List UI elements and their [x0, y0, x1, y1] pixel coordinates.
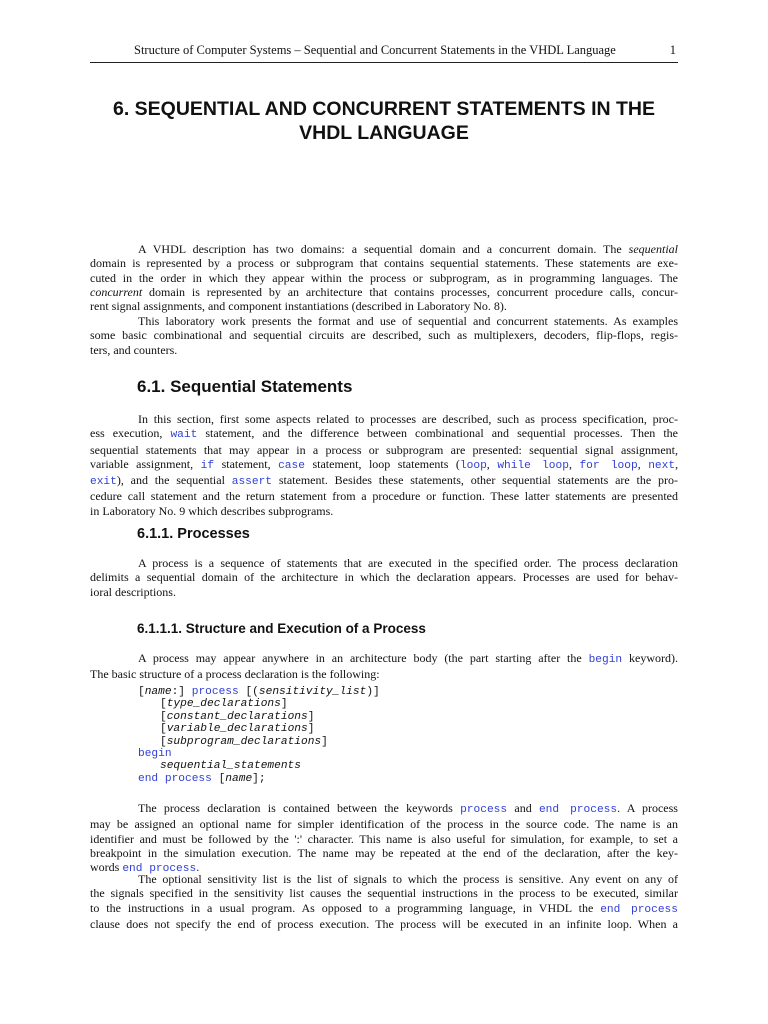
- keyword: end process: [538, 804, 618, 816]
- keyword: next: [648, 459, 676, 472]
- text-line: identifier and must be followed by the ':' character. This name is also useful for simulation, for example, to set a: [90, 831, 678, 846]
- text-line: In this section, first some aspects related to processes are described, such as process specification, proc-: [138, 412, 678, 426]
- keyword: loop: [459, 459, 487, 472]
- code-text: ]: [307, 723, 315, 736]
- code-placeholder: name: [144, 686, 172, 698]
- code-text: ];: [252, 772, 266, 785]
- code-line: [138, 760, 301, 772]
- text: ,: [568, 456, 580, 471]
- text: ,: [486, 456, 498, 471]
- text: keyword).: [622, 651, 679, 665]
- keyword: if: [200, 459, 215, 472]
- code-text: [(: [238, 686, 259, 698]
- page-number: 1: [669, 43, 676, 57]
- text-line: This laboratory work presents the format and use of sequential and concurrent statements. As examples: [138, 314, 678, 328]
- section-6-1-paragraph: [90, 412, 678, 518]
- process-declaration-paragraph: [90, 801, 678, 876]
- keyword: wait: [170, 429, 198, 442]
- keyword: process: [460, 804, 508, 816]
- text-line: ters, and counters.: [90, 342, 178, 357]
- text: statement. Besides these statements, other sequential statements are the pro-: [272, 473, 678, 488]
- emphasis: sequential: [628, 242, 678, 256]
- chapter-title: [90, 97, 678, 145]
- code-placeholder: variable_declarations: [166, 723, 308, 736]
- code-line: [138, 711, 314, 723]
- code-text: :]: [171, 686, 192, 698]
- text: . A process: [617, 801, 678, 815]
- code-placeholder: sequential_statements: [160, 760, 301, 773]
- text-line: delimits a sequential domain of the architecture in which the declaration appears. Processes are used for behav-: [90, 570, 678, 585]
- title-line-2: VHDL LANGUAGE: [299, 122, 469, 144]
- keyword: case: [278, 459, 305, 472]
- text: .: [196, 860, 200, 875]
- title-line-1: 6. SEQUENTIAL AND CONCURRENT STATEMENTS IN THE: [112, 98, 656, 120]
- text: to the instructions in a usual program. As opposed to a programming language, in VHDL the: [90, 900, 601, 915]
- text-line: some basic combinational and sequential circuits are described, such as multiplexers, decoders, flip-flops, regis-: [90, 328, 678, 343]
- code-line: [138, 723, 314, 735]
- text-line: ioral descriptions.: [90, 584, 176, 599]
- keyword: begin: [588, 654, 623, 666]
- code-placeholder: constant_declarations: [166, 710, 308, 723]
- code-text: [: [160, 735, 167, 748]
- header-text: Structure of Computer Systems – Sequential and Concurrent Statements in the VHDL Language: [134, 43, 616, 57]
- code-text: [: [160, 710, 167, 723]
- emphasis: concurrent: [90, 284, 143, 299]
- code-line: [138, 773, 266, 785]
- text: and: [507, 801, 539, 815]
- text: A process may appear anywhere in an architecture body (the part starting after the: [138, 651, 589, 665]
- text-line: breakpoint in the simulation execution. The name may be repeated at the end of the declaration, after the key-: [90, 845, 678, 860]
- text-line: The basic structure of a process declaration is the following:: [90, 667, 380, 682]
- text: ess execution,: [90, 426, 171, 441]
- text-line: the signals specified in the sensitivity list causes the sequential instructions in the process to be executed, similar: [90, 886, 678, 901]
- code-placeholder: name: [225, 772, 253, 785]
- text: words: [90, 860, 123, 875]
- code-text: [: [160, 698, 167, 711]
- code-keyword: end process: [138, 772, 212, 785]
- text-line: domain is represented by a process or subprogram that contains sequential statements. These statements are exe-: [90, 256, 678, 271]
- section-heading-6-1: 6.1. Sequential Statements: [137, 377, 353, 396]
- keyword: end process: [600, 903, 678, 916]
- keyword: end process: [122, 863, 197, 876]
- code-text: [: [160, 723, 167, 736]
- code-keyword: process: [191, 686, 239, 698]
- keyword: exit: [90, 476, 117, 489]
- code-text: ]: [321, 735, 328, 748]
- text: A VHDL description has two domains: a sequential domain and a concurrent domain. The: [138, 242, 629, 256]
- code-placeholder: sensitivity_list: [258, 686, 367, 698]
- text-line: cedure call statement and the return statement from a procedure or function. These latter statements are presented: [90, 489, 678, 504]
- code-text: )]: [366, 686, 380, 698]
- section-6-1-1-paragraph: [90, 556, 678, 599]
- text: statement, loop statements (: [304, 456, 460, 471]
- text: ,: [675, 456, 679, 471]
- text-line: The optional sensitivity list is the list of signals to which the process is sensitive. Any event on any of: [138, 872, 678, 886]
- intro-paragraph-2: [90, 314, 678, 357]
- code-line: [138, 686, 380, 698]
- intro-paragraph-1: [90, 242, 678, 313]
- code-line: [138, 698, 288, 710]
- text: ), and the sequential: [116, 473, 232, 488]
- code-text: ]: [280, 698, 288, 711]
- section-heading-6-1-1: 6.1.1. Processes: [137, 526, 250, 542]
- text: statement,: [214, 456, 279, 471]
- sensitivity-list-paragraph: [90, 872, 678, 931]
- keyword: assert: [231, 476, 273, 489]
- text: statement, and the difference between combinational and sequential processes. Then the: [197, 426, 678, 441]
- keyword: while loop: [497, 459, 569, 472]
- text-line: sequential statements that may appear in a process or subprogram are presented: sequential signal assignment,: [90, 442, 678, 457]
- text: variable assignment,: [90, 456, 201, 471]
- code-placeholder: subprogram_declarations: [166, 735, 322, 748]
- text-line: rent signal assignments, and component instantiations (described in Laboratory No. 8).: [90, 299, 507, 314]
- text-line: may be assigned an optional name for simpler identification of the process in the source code. The name is an: [90, 817, 678, 832]
- section-6-1-1-1-paragraph: [90, 651, 678, 682]
- code-keyword: begin: [138, 748, 172, 761]
- text: The process declaration is contained between the keywords: [138, 801, 461, 815]
- text-line: cuted in the order in which they appear within the process or subprogram, as in programming languages. The: [90, 270, 678, 285]
- section-heading-6-1-1-1: 6.1.1.1. Structure and Execution of a Process: [137, 621, 426, 636]
- text: domain is represented by an architecture that contains processes, concurrent procedure calls, concur-: [142, 284, 678, 299]
- text: ,: [637, 456, 649, 471]
- text-line: clause does not specify the end of process execution. The process will be executed in an infinite loop. When a: [90, 916, 678, 931]
- code-text: [: [211, 772, 226, 785]
- text-line: A process is a sequence of statements that are executed in the specified order. The process declaration: [138, 556, 678, 570]
- process-syntax-code-block: [138, 686, 380, 785]
- code-placeholder: type_declarations: [166, 698, 281, 711]
- code-text: ]: [307, 710, 315, 723]
- code-text: [: [138, 686, 145, 698]
- running-header: [90, 36, 678, 63]
- code-line: [138, 736, 328, 748]
- keyword: for loop: [579, 459, 638, 472]
- text-line: in Laboratory No. 9 which describes subprograms.: [90, 503, 334, 518]
